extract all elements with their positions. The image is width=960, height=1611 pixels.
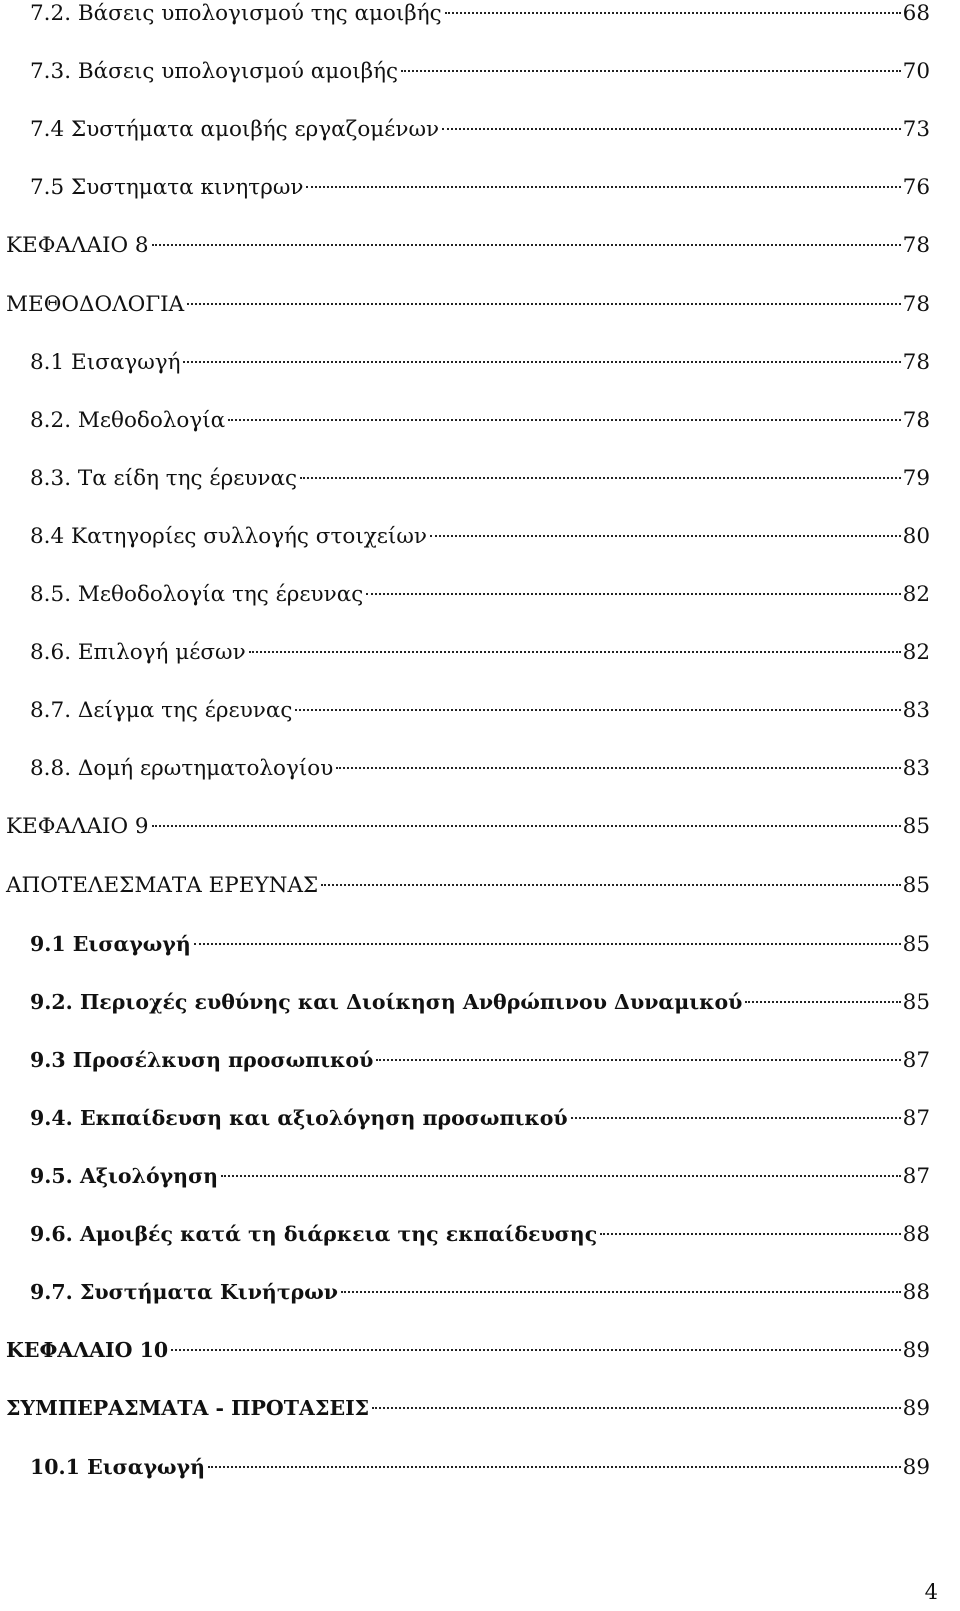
toc-entry-page: 89 bbox=[902, 1396, 930, 1422]
toc-dot-leader bbox=[745, 1001, 900, 1003]
toc-entry-title: 8.4 Κατηγορίες συλλογής στοιχείων bbox=[30, 523, 427, 549]
toc-entry[interactable] bbox=[6, 226, 930, 266]
toc-entry[interactable] bbox=[30, 517, 930, 557]
toc-dot-leader bbox=[221, 1175, 901, 1177]
toc-entry[interactable] bbox=[30, 52, 930, 92]
toc-entry-page: 89 bbox=[902, 1454, 930, 1480]
toc-dot-leader bbox=[171, 1349, 901, 1351]
toc-entry-page: 87 bbox=[902, 1164, 930, 1189]
toc-entry-page: 83 bbox=[902, 698, 930, 724]
toc-dot-leader bbox=[321, 884, 900, 886]
toc-dot-leader bbox=[300, 477, 901, 479]
toc-dot-leader bbox=[228, 419, 900, 421]
toc-entry[interactable] bbox=[30, 0, 930, 34]
toc-entry-page: 78 bbox=[902, 407, 930, 433]
toc-entry-title: ΚΕΦΑΛΑΙΟ 10 bbox=[6, 1338, 169, 1363]
toc-dot-leader bbox=[430, 535, 901, 537]
toc-entry[interactable] bbox=[6, 285, 930, 325]
toc-entry[interactable] bbox=[30, 633, 930, 673]
toc-entry-title: 8.2. Μεθοδολογία bbox=[30, 407, 226, 433]
toc-entry-title: 9.4. Εκπαίδευση και αξιολόγηση προσωπικού bbox=[30, 1105, 568, 1130]
toc-entry-title: 8.8. Δομή ερωτηματολογίου bbox=[30, 756, 334, 782]
toc-entry[interactable] bbox=[30, 1156, 930, 1196]
toc-entry-page: 89 bbox=[902, 1338, 930, 1364]
toc-entry-title: 8.3. Τα είδη της έρευνας bbox=[30, 465, 298, 491]
toc-entry[interactable] bbox=[30, 168, 930, 208]
toc-entry-page: 83 bbox=[902, 756, 930, 782]
toc-entry-page: 85 bbox=[902, 989, 930, 1015]
toc-entry-title: 9.1 Εισαγωγή bbox=[30, 931, 191, 956]
toc-entry[interactable] bbox=[30, 343, 930, 383]
toc-entry[interactable] bbox=[30, 1098, 930, 1138]
toc-entry-title: 8.6. Επιλογή μέσων bbox=[30, 640, 246, 666]
toc-dot-leader bbox=[600, 1233, 900, 1235]
toc-entry[interactable] bbox=[30, 924, 930, 964]
toc-entry-title: 7.2. Βάσεις υπολογισμού της αμοιβής bbox=[30, 1, 442, 26]
toc-dot-leader bbox=[152, 244, 901, 246]
toc-dot-leader bbox=[376, 1059, 900, 1061]
toc-entry-title: ΣΥΜΠΕΡΑΣΜΑΤΑ - ΠΡΟΤΑΣΕΙΣ bbox=[6, 1396, 370, 1421]
toc-dot-leader bbox=[401, 70, 901, 72]
toc-entry-title: 7.3. Βάσεις υπολογισμού αμοιβής bbox=[30, 59, 399, 85]
toc-entry-title: 8.7. Δείγμα της έρευνας bbox=[30, 698, 293, 724]
toc-dot-leader bbox=[445, 12, 901, 14]
toc-entry[interactable] bbox=[30, 575, 930, 615]
toc-entry-page: 78 bbox=[902, 349, 930, 375]
toc-entry[interactable] bbox=[30, 459, 930, 499]
toc-entry-page: 87 bbox=[902, 1105, 930, 1131]
toc-entry[interactable] bbox=[6, 1388, 930, 1428]
toc-entry-page: 70 bbox=[902, 59, 930, 85]
toc-dot-leader bbox=[208, 1466, 901, 1468]
toc-entry[interactable] bbox=[30, 110, 930, 150]
toc-entry-title: 9.5. Αξιολόγηση bbox=[30, 1164, 219, 1188]
toc-dot-leader bbox=[341, 1291, 901, 1293]
toc-entry-page: 85 bbox=[902, 931, 930, 957]
toc-dot-leader bbox=[336, 767, 900, 769]
toc-entry-title: ΑΠΟΤΕΛΕΣΜΑΤΑ ΕΡΕΥΝΑΣ bbox=[6, 872, 319, 898]
toc-entry-title: 7.5 Συστηματα κινητρων bbox=[30, 175, 304, 201]
toc-dot-leader bbox=[306, 186, 900, 188]
toc-entry-title: 8.5. Μεθοδολογία της έρευνας bbox=[30, 582, 364, 607]
toc-dot-leader bbox=[183, 361, 900, 363]
toc-entry-page: 79 bbox=[902, 465, 930, 491]
toc-entry-page: 76 bbox=[902, 175, 930, 201]
toc-entry[interactable] bbox=[6, 866, 930, 906]
toc-entry[interactable] bbox=[30, 1447, 930, 1487]
toc-entry-title: 9.6. Αμοιβές κατά τη διάρκεια της εκπαίδευσης bbox=[30, 1222, 598, 1247]
toc-dot-leader bbox=[442, 128, 901, 130]
toc-entry[interactable] bbox=[30, 401, 930, 441]
toc-entry-page: 85 bbox=[902, 814, 930, 840]
toc-dot-leader bbox=[295, 709, 900, 711]
toc-entry-page: 88 bbox=[902, 1222, 930, 1248]
toc-dot-leader bbox=[372, 1407, 900, 1409]
toc-dot-leader bbox=[194, 943, 901, 945]
toc-entry-title: 9.7. Συστήματα Κινήτρων bbox=[30, 1280, 338, 1305]
toc-dot-leader bbox=[366, 593, 900, 595]
toc-entry-page: 78 bbox=[902, 233, 930, 259]
toc-entry[interactable] bbox=[30, 1272, 930, 1312]
toc-entry[interactable] bbox=[30, 1214, 930, 1254]
toc-entry-title: 9.2. Περιοχές ευθύνης και Διοίκηση Ανθρώπινου Δυναμικού bbox=[30, 989, 743, 1014]
toc-entry-page: 80 bbox=[902, 523, 930, 549]
toc-entry-title: ΚΕΦΑΛΑΙΟ 9 bbox=[6, 814, 149, 840]
toc-entry-page: 82 bbox=[902, 640, 930, 666]
toc-entry[interactable] bbox=[6, 807, 930, 847]
toc-entry-page: 85 bbox=[902, 872, 930, 898]
toc-entry-title: 7.4 Συστήματα αμοιβής εργαζομένων bbox=[30, 117, 440, 143]
toc-entry-page: 73 bbox=[902, 117, 930, 143]
toc-entry-title: ΜΕΘΟΔΟΛΟΓΙΑ bbox=[6, 291, 185, 317]
toc-entry-page: 68 bbox=[902, 1, 930, 26]
toc-entry[interactable] bbox=[30, 982, 930, 1022]
toc-dot-leader bbox=[152, 825, 901, 827]
toc-dot-leader bbox=[571, 1117, 901, 1119]
toc-entry-page: 87 bbox=[902, 1047, 930, 1073]
toc-dot-leader bbox=[249, 651, 901, 653]
toc-entry[interactable] bbox=[6, 1330, 930, 1370]
toc-entry-title: ΚΕΦΑΛΑΙΟ 8 bbox=[6, 233, 149, 259]
toc-entry-page: 88 bbox=[902, 1280, 930, 1306]
toc-entry-page: 78 bbox=[902, 291, 930, 317]
toc-entry[interactable] bbox=[30, 1040, 930, 1080]
toc-entry[interactable] bbox=[30, 749, 930, 789]
page-number: 4 bbox=[924, 1580, 938, 1604]
toc-entry-title: 8.1 Εισαγωγή bbox=[30, 349, 181, 375]
toc-entry-title: 10.1 Εισαγωγή bbox=[30, 1454, 205, 1479]
toc-dot-leader bbox=[187, 303, 900, 305]
toc-entry[interactable] bbox=[30, 691, 930, 731]
toc-entry-title: 9.3 Προσέλκυση προσωπικού bbox=[30, 1047, 374, 1072]
toc-entry-page: 82 bbox=[902, 582, 930, 607]
